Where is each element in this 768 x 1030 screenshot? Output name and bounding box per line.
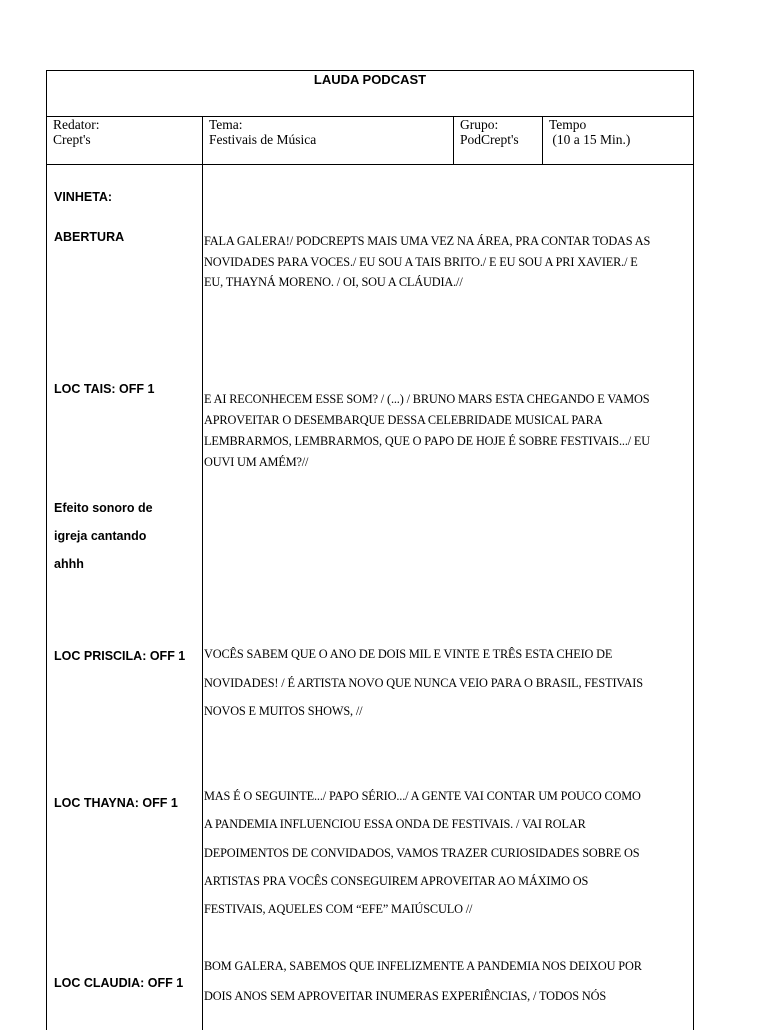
- script-line: NOVIDADES! / É ARTISTA NOVO QUE NUNCA VEIO PARA O BRASIL, FESTIVAIS: [204, 675, 643, 690]
- cue-vinheta: VINHETA:: [54, 190, 113, 204]
- meta-row: [47, 116, 693, 165]
- cue-sound-effect-line2: igreja cantando: [54, 529, 147, 543]
- cue-loc-tais: LOC TAIS: OFF 1: [54, 382, 155, 396]
- script-line: E AI RECONHECEM ESSE SOM? / (...) / BRUNO MARS ESTA CHEGANDO E VAMOS: [204, 392, 650, 406]
- script-line: DEPOIMENTOS DE CONVIDADOS, VAMOS TRAZER CURIOSIDADES SOBRE OS: [204, 845, 640, 860]
- cue-loc-priscila: LOC PRISCILA: OFF 1: [54, 649, 186, 663]
- meta-value: (10 a 15 Min.): [549, 132, 631, 147]
- meta-label: Redator:: [53, 117, 100, 132]
- cue-loc-claudia: LOC CLAUDIA: OFF 1: [54, 976, 184, 990]
- cue-abertura: ABERTURA: [54, 230, 125, 244]
- script-line: DOIS ANOS SEM APROVEITAR INUMERAS EXPERIÊNCIAS, / TODOS NÓS: [204, 989, 607, 1003]
- script-line: FESTIVAIS, AQUELES COM “EFE” MAIÚSCULO //: [204, 902, 473, 917]
- meta-tema: [202, 116, 453, 164]
- script-block-thayna: [204, 782, 694, 923]
- script-block-tais: [204, 389, 694, 473]
- meta-value: PodCrept's: [460, 132, 519, 147]
- meta-tempo: [542, 116, 693, 164]
- meta-redator: [47, 116, 202, 164]
- cue-sound-effect-line3: ahhh: [54, 557, 84, 571]
- document-title: LAUDA PODCAST: [313, 72, 427, 87]
- script-line: ARTISTAS PRA VOCÊS CONSEGUIREM APROVEITAR AO MÁXIMO OS: [204, 873, 589, 888]
- script-line: OUVI UM AMÉM?//: [204, 455, 309, 469]
- meta-value: Festivais de Música: [209, 132, 317, 147]
- column-divider: [202, 164, 203, 1030]
- cue-loc-thayna: LOC THAYNA: OFF 1: [54, 796, 178, 810]
- script-line: FALA GALERA!/ PODCREPTS MAIS UMA VEZ NA ÁREA, PRA CONTAR TODAS AS: [204, 234, 651, 248]
- script-line: NOVIDADES PARA VOCES./ EU SOU A TAIS BRITO./ E EU SOU A PRI XAVIER./ E: [204, 254, 638, 269]
- meta-label: Tema:: [209, 117, 243, 132]
- script-line: MAS É O SEGUINTE.../ PAPO SÉRIO.../ A GENTE VAI CONTAR UM POUCO COMO: [204, 789, 641, 803]
- script-line: NOVOS E MUITOS SHOWS, //: [204, 704, 363, 718]
- meta-label: Tempo: [549, 117, 587, 132]
- cue-sound-effect-line1: Efeito sonoro de: [54, 501, 153, 515]
- script-line: BOM GALERA, SABEMOS QUE INFELIZMENTE A PANDEMIA NOS DEIXOU POR: [204, 959, 642, 973]
- script-line: EU, THAYNÁ MORENO. / OI, SOU A CLÁUDIA.//: [204, 275, 463, 289]
- script-line: LEMBRARMOS, LEMBRARMOS, QUE O PAPO DE HOJE É SOBRE FESTIVAIS.../ EU: [204, 434, 651, 448]
- script-line: A PANDEMIA INFLUENCIOU ESSA ONDA DE FESTIVAIS. / VAI ROLAR: [204, 817, 586, 832]
- script-table: [46, 70, 694, 1030]
- script-block-abertura: [204, 231, 694, 293]
- script-block-priscila: [204, 640, 694, 726]
- script-line: APROVEITAR O DESEMBARQUE DESSA CELEBRIDADE MUSICAL PARA: [204, 413, 603, 427]
- meta-label: Grupo:: [460, 117, 499, 132]
- meta-value: Crept's: [53, 132, 91, 147]
- script-line: VOCÊS SABEM QUE O ANO DE DOIS MIL E VINTE E TRÊS ESTA CHEIO DE: [204, 647, 613, 661]
- meta-grupo: [453, 116, 542, 164]
- title-row: [47, 71, 693, 117]
- script-block-claudia: [204, 951, 694, 1011]
